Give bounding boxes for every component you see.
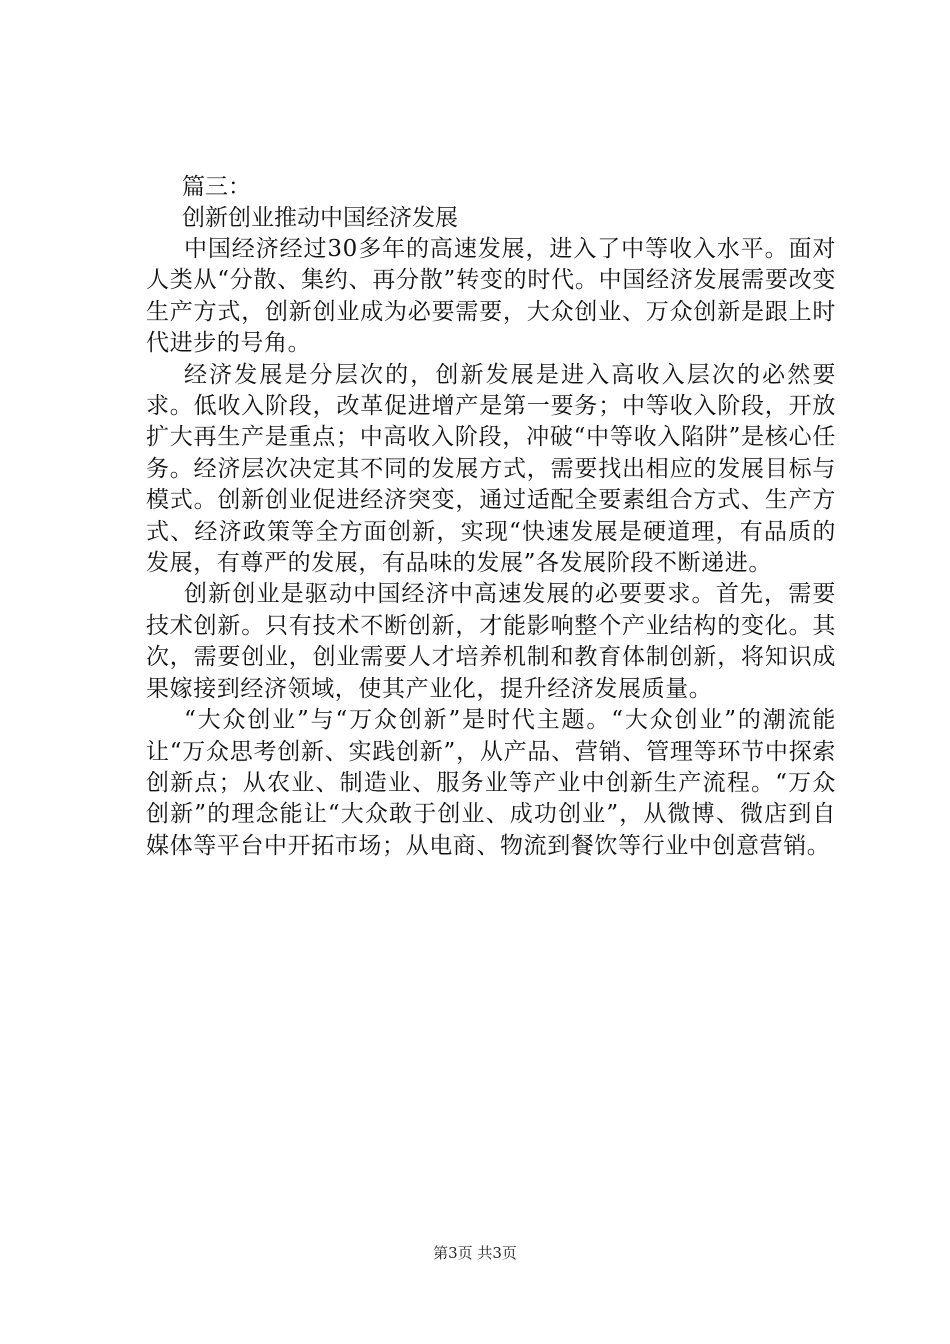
paragraph-3: 创新创业是驱动中国经济中高速发展的必要要求。首先，需要技术创新。只有技术不断创新，才能影响整个产业结构的变化。其次，需要创业，创业需要人才培养机制和教育体制创新，将知识成果嫁接到经济领域，使其产业化，提升经济发展质量。	[146, 581, 836, 702]
document-body	[146, 172, 836, 862]
document-title: 创新创业推动中国经济发展	[182, 205, 458, 231]
paragraph-2: 经济发展是分层次的，创新发展是进入高收入层次的必然要求。低收入阶段，改革促进增产是第一要务；中等收入阶段，开放扩大再生产是重点；中高收入阶段，冲破“中等收入陷阱”是核心任务。经济层次决定其不同的发展方式，需要找出相应的发展目标与模式。创新创业促进经济突变，通过适配全要素组合方式、生产方式、经济政策等全方面创新，实现“快速发展是硬道理，有品质的发展，有尊严的发展，有品味的发展”各发展阶段不断递进。	[146, 361, 836, 577]
section-label: 篇三：	[182, 174, 251, 200]
paragraph-1: 中国经济经过30多年的高速发展，进入了中等收入水平。面对人类从“分散、集约、再分散”转变的时代。中国经济发展需要改变生产方式，创新创业成为必要需要，大众创业、万众创新是跟上时代进步的号角。	[146, 236, 836, 357]
page-footer: 第3页 共3页	[433, 1244, 517, 1262]
paragraph-4: “大众创业”与“万众创新”是时代主题。“大众创业”的潮流能让“万众思考创新、实践创新”，从产品、营销、管理等环节中探索创新点；从农业、制造业、服务业等产业中创新生产流程。“万众创新”的理念能让“大众敢于创业、成功创业”，从微博、微店到自媒体等平台中开拓市场；从电商、物流到餐饮等行业中创意营销。	[146, 707, 836, 859]
